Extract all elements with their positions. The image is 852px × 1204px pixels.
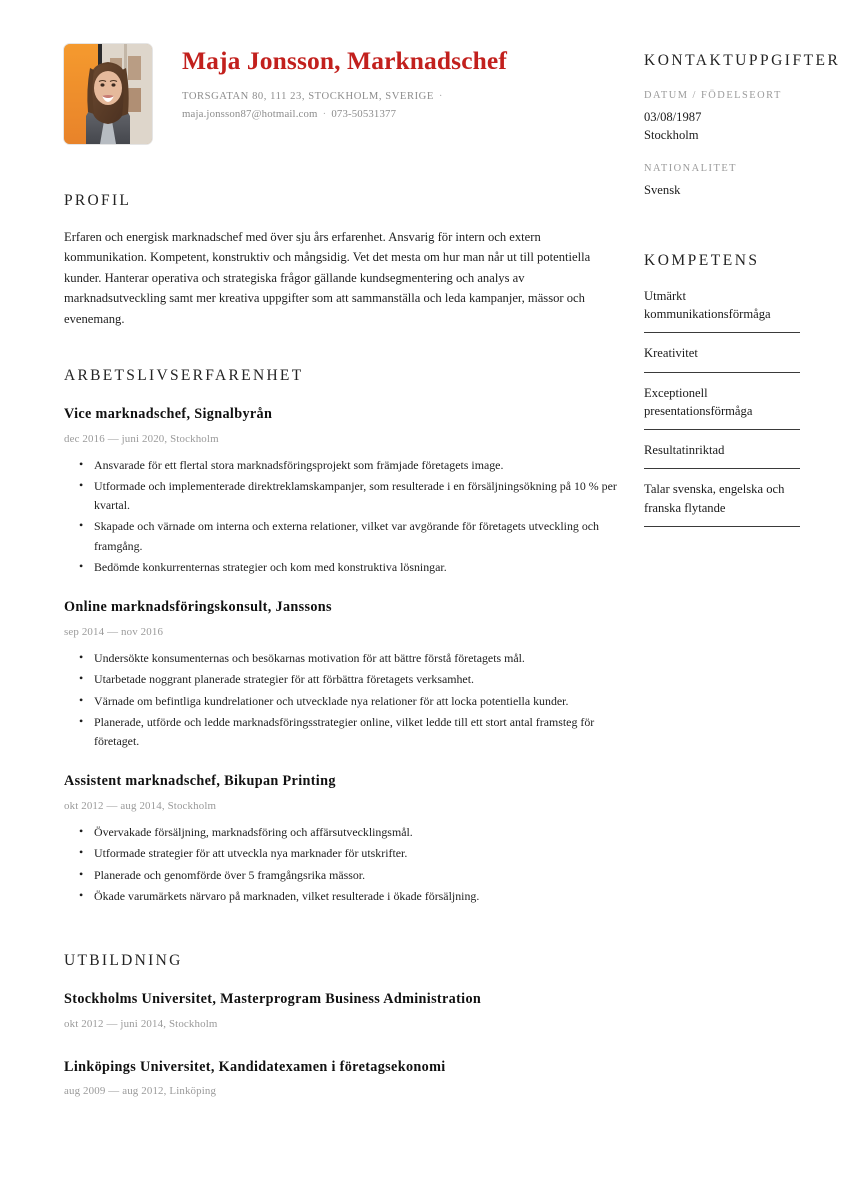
education-title: Stockholms Universitet, Masterprogram Business Administration [64, 990, 482, 1007]
list-item: • Övervakade försäljning, marknadsföring och affärsutvecklingsmål. [64, 823, 622, 842]
skills-list [644, 287, 840, 527]
profile-summary-text: Erfaren och energisk marknadschef med över sju års erfarenhet. Ansvarig för intern och extern kommunikation. Kompetent, konstruktiv och mångsidig. Vet det mesta om hur man når ut till potentiella kunder. Hanterar operativa och strategiska frågor gällande kundsegmentering och analys av marknadsutveckling samt mer kreativa uppgifter som att sammanställa och leda kampanjer, mässor och evenemang. [64, 229, 591, 326]
list-item: • Värnade om befintliga kundrelationer och utvecklade nya relationer för att locka potentiella kunder. [64, 692, 622, 711]
list-item: Utmärkt kommunikationsförmåga [644, 287, 800, 334]
sidebar-heading-kompetens: KOMPETENS [644, 252, 760, 270]
email-text[interactable]: maja.jonsson87@hotmail.com [182, 107, 318, 120]
section-heading-utbildning: UTBILDNING [64, 952, 183, 970]
experience-bullet-list [64, 823, 622, 906]
section-heading-arbetslivserfarenhet: ARBETSLIVSERFARENHET [64, 367, 304, 385]
page-title: Maja Jonsson, Marknadschef [182, 46, 507, 75]
resume-header [64, 44, 622, 144]
sidebar-heading-kontaktuppgifter: KONTAKTUPPGIFTER [644, 52, 841, 69]
experience-meta: sep 2014 — nov 2016 [64, 625, 164, 638]
avatar [64, 44, 152, 144]
education-entry [64, 1059, 622, 1098]
birth-date-value: 03/08/1987 [644, 109, 702, 124]
nationality-value: Svensk [644, 183, 681, 198]
sidebar [644, 44, 840, 538]
profile-photo-icon [64, 44, 152, 144]
list-item: Kreativitet [644, 344, 800, 372]
list-item: • Planerade, utförde och ledde marknadsföringsstrategier online, vilket ledde till ett stort antal framsteg för företaget. [64, 713, 622, 752]
list-item: • Planerade och genomförde över 5 framgångsrika mässor. [64, 866, 622, 885]
main-column [64, 44, 622, 1097]
list-item: • Ansvarade för ett flertal stora marknadsföringsprojekt som främjade företagets image. [64, 456, 622, 475]
header-text-block [152, 44, 507, 124]
experience-entry [64, 599, 622, 751]
sidebar-field-value [644, 181, 840, 199]
contact-email-phone-line [182, 106, 507, 124]
experience-bullet-list [64, 456, 622, 578]
education-meta: okt 2012 — juni 2014, Stockholm [64, 1017, 218, 1030]
sidebar-field-nationalitet [644, 163, 840, 199]
experience-title: Online marknadsföringskonsult, Janssons [64, 599, 332, 616]
sidebar-field-value [644, 108, 840, 145]
experience-title: Vice marknadschef, Signalbyrån [64, 405, 273, 422]
education-entry [64, 991, 622, 1030]
experience-bullet-list [64, 649, 622, 751]
birth-place-value: Stockholm [644, 127, 699, 142]
experience-meta: dec 2016 — juni 2020, Stockholm [64, 432, 219, 445]
list-item: Resultatinriktad [644, 441, 800, 469]
contact-separator-icon: · [322, 107, 327, 120]
education-title: Linköpings Universitet, Kandidatexamen i företagsekonomi [64, 1058, 446, 1075]
list-item: • Skapade och värnade om interna och externa relationer, vilket var avgörande för företagets utveckling och framgång. [64, 517, 622, 556]
list-item: • Undersökte konsumenternas och besökarnas motivation för att bättre förstå företagets mål. [64, 649, 622, 668]
contact-separator-icon: · [438, 91, 443, 103]
section-heading-profil: PROFIL [64, 192, 132, 209]
list-item: • Utformade strategier för att utveckla nya marknader för utskrifter. [64, 844, 622, 863]
experience-entry [64, 773, 622, 906]
phone-text[interactable]: 073-50531377 [331, 107, 397, 120]
list-item: • Utformade och implementerade direktreklamskampanjer, som resulterade i en försäljningsökning på 10 % per kvartal. [64, 477, 622, 516]
address-text: TORSGATAN 80, 111 23, STOCKHOLM, SVERIGE [182, 91, 434, 103]
sidebar-field-label: NATIONALITET [644, 163, 738, 175]
experience-entry [64, 406, 622, 577]
list-item: Exceptionell presentationsförmåga [644, 384, 800, 431]
education-meta: aug 2009 — aug 2012, Linköping [64, 1085, 217, 1098]
experience-title: Assistent marknadschef, Bikupan Printing [64, 773, 336, 790]
sidebar-field-datum-fodelseort [644, 90, 840, 145]
experience-meta: okt 2012 — aug 2014, Stockholm [64, 800, 217, 813]
contact-address-line [182, 88, 507, 105]
sidebar-field-label: DATUM / FÖDELSEORT [644, 89, 782, 101]
list-item: Talar svenska, engelska och franska flytande [644, 480, 800, 527]
list-item: • Ökade varumärkets närvaro på marknaden, vilket resulterade i ökade försäljning. [64, 887, 622, 906]
list-item: • Bedömde konkurrenternas strategier och kom med konstruktiva lösningar. [64, 558, 622, 577]
list-item: • Utarbetade noggrant planerade strategier för att förbättra företagets verksamhet. [64, 670, 622, 689]
